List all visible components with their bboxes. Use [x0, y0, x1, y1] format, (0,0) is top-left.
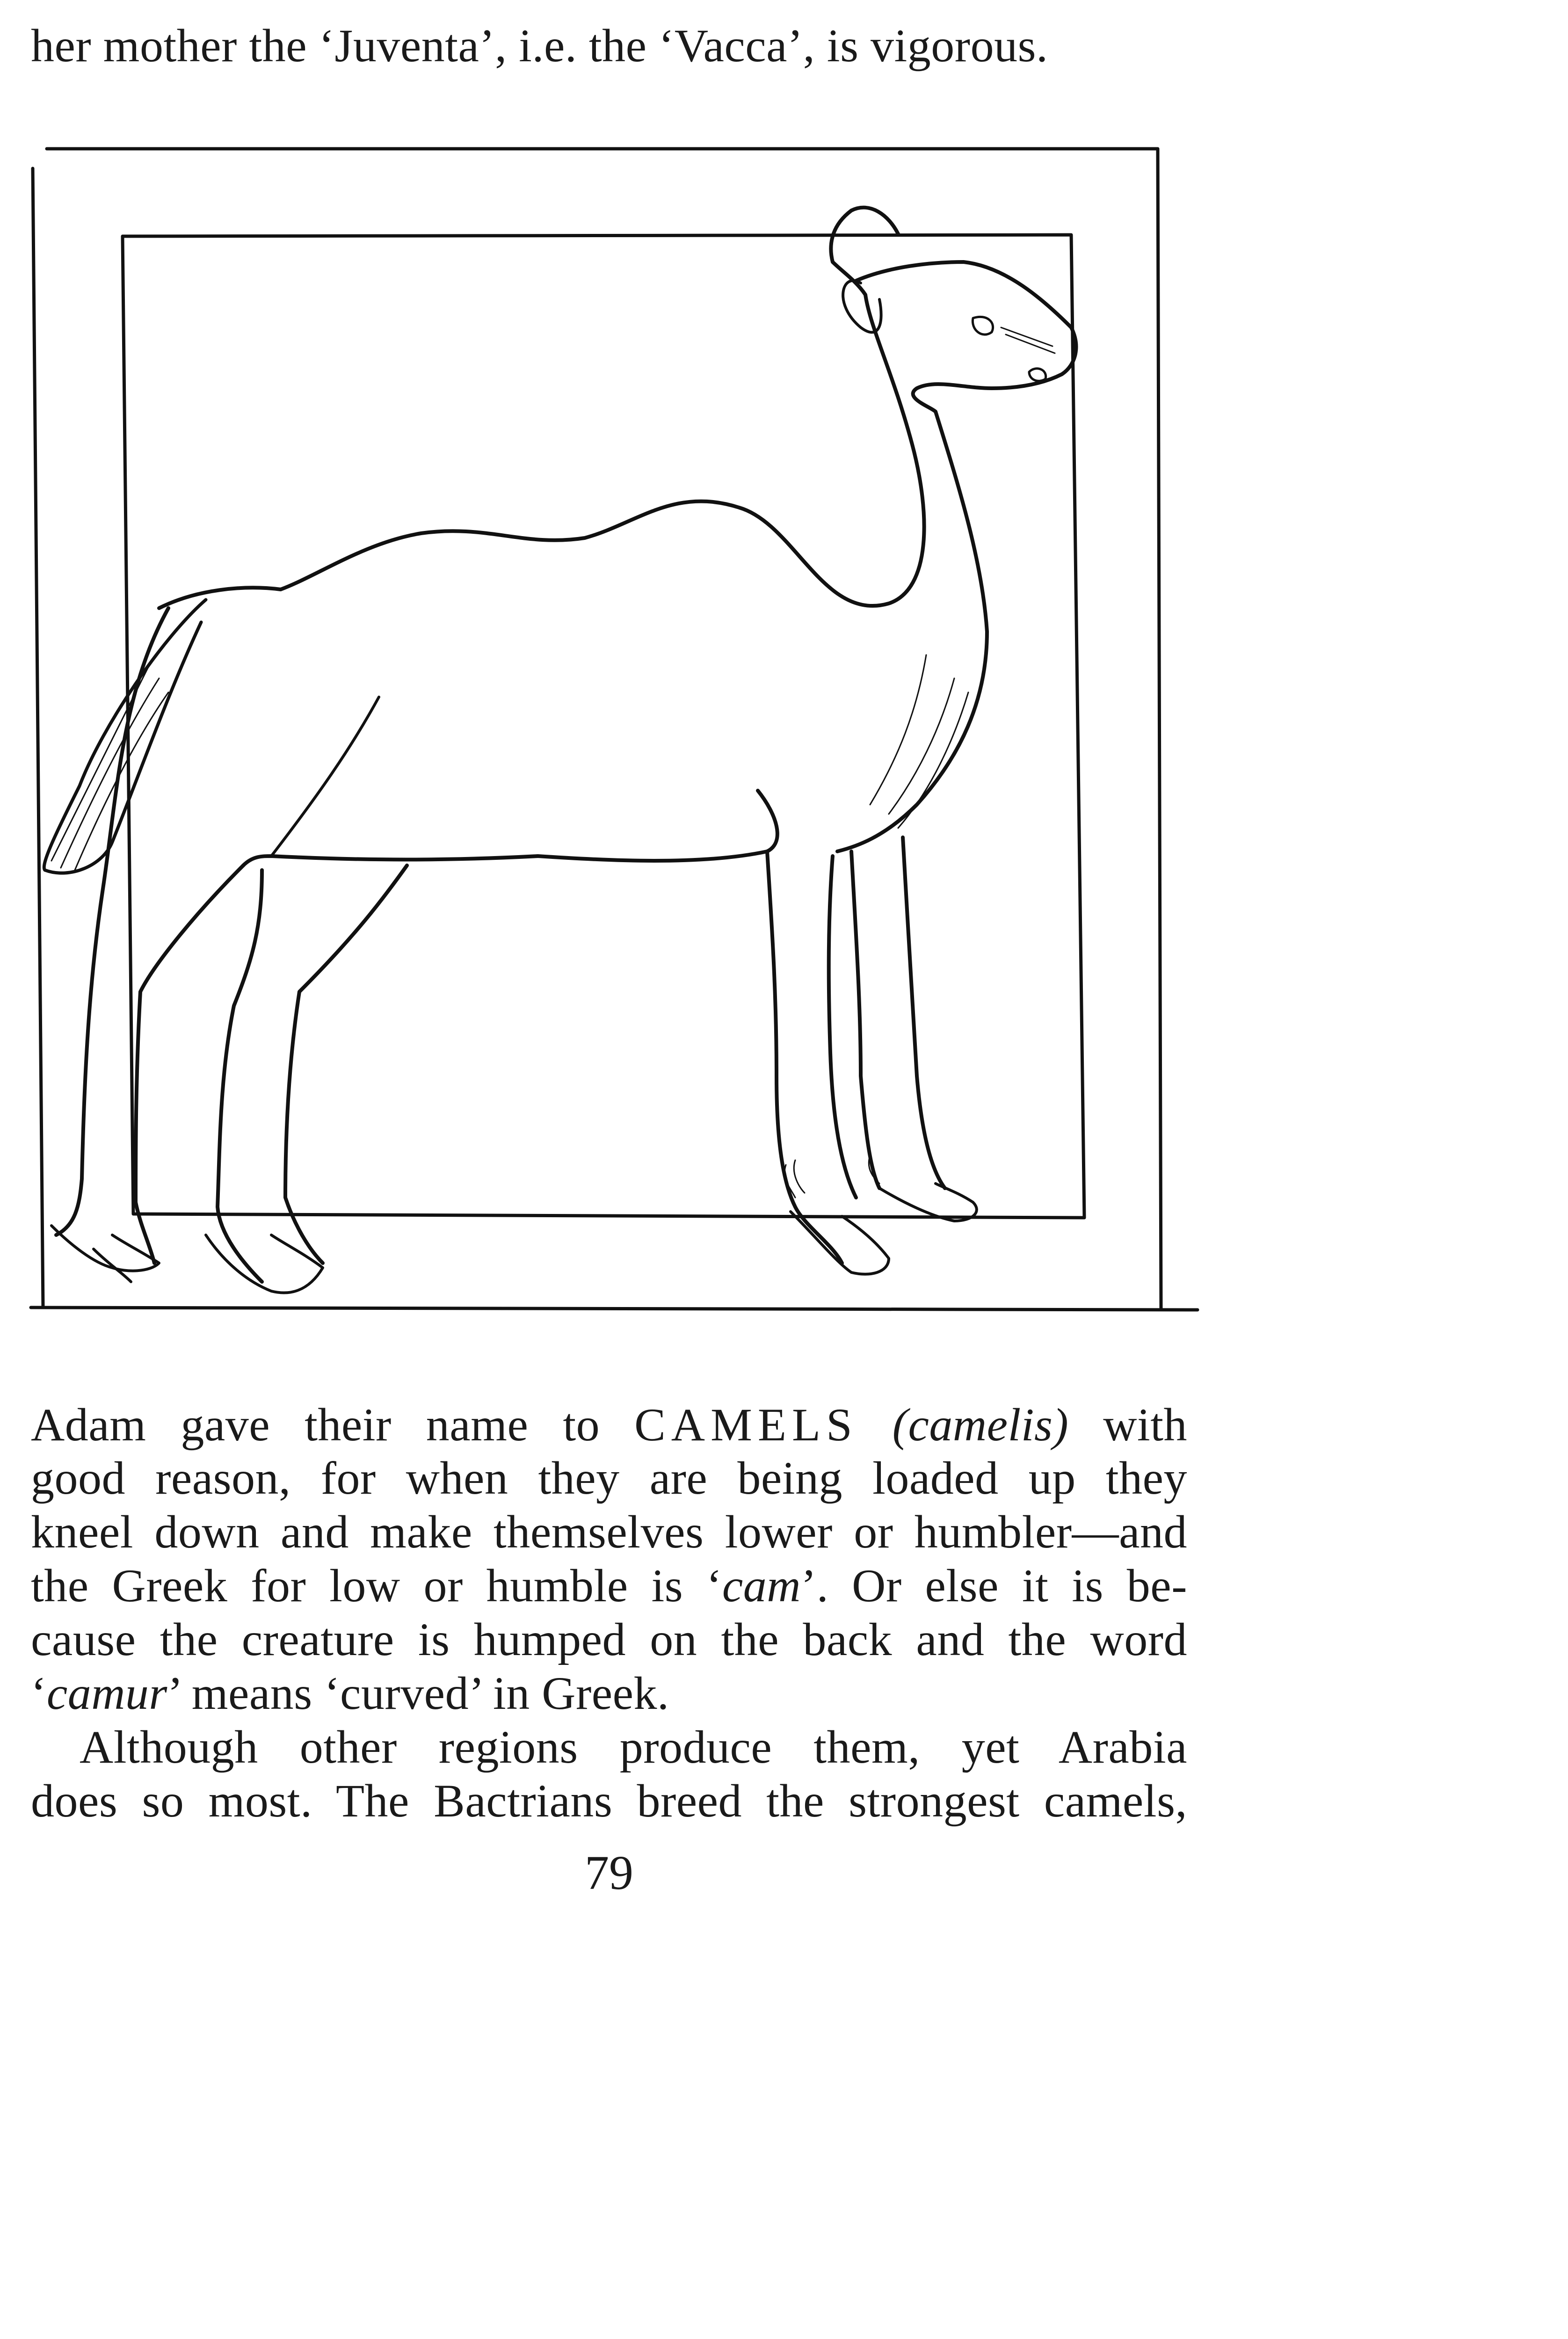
page-number: 79: [585, 1846, 633, 1900]
camels-small-caps: CAMELS: [634, 1399, 858, 1451]
p1-line1-end: with: [1103, 1399, 1188, 1451]
text-line-p1-4: [31, 1560, 1187, 1612]
text-line-p2-2: does so most. The Bactrians breed the strongest camels,: [31, 1775, 1187, 1827]
p1-line4-start: the Greek for low or humble is ‘: [31, 1560, 722, 1612]
text-line-p1-1: [31, 1399, 1188, 1451]
text-line-p2-1: Although other regions produce them, yet Arabia: [80, 1721, 1187, 1773]
camelis-italic: (camelis): [892, 1399, 1069, 1451]
text-line-p1-2: good reason, for when they are being loaded up they: [31, 1452, 1187, 1504]
p1-line4-end: ’. Or else it is be-: [800, 1560, 1187, 1612]
text-line-top: her mother the ‘Juventa’, i.e. the ‘Vacca’, is vigorous.: [31, 20, 1048, 72]
text-line-p1-5: cause the creature is humped on the back and the word: [31, 1613, 1187, 1665]
p1-line1-start: Adam gave their name to: [31, 1399, 600, 1451]
text-line-p1-3: kneel down and make themselves lower or humbler—and: [31, 1506, 1187, 1558]
cam-italic: cam: [722, 1560, 801, 1612]
text-line-p1-6: [31, 1667, 1187, 1719]
camur-italic: camur: [46, 1667, 167, 1719]
p1-line6-start: ‘: [31, 1667, 47, 1719]
p1-line6-end: ’ means ‘curved’ in Greek.: [167, 1667, 669, 1719]
